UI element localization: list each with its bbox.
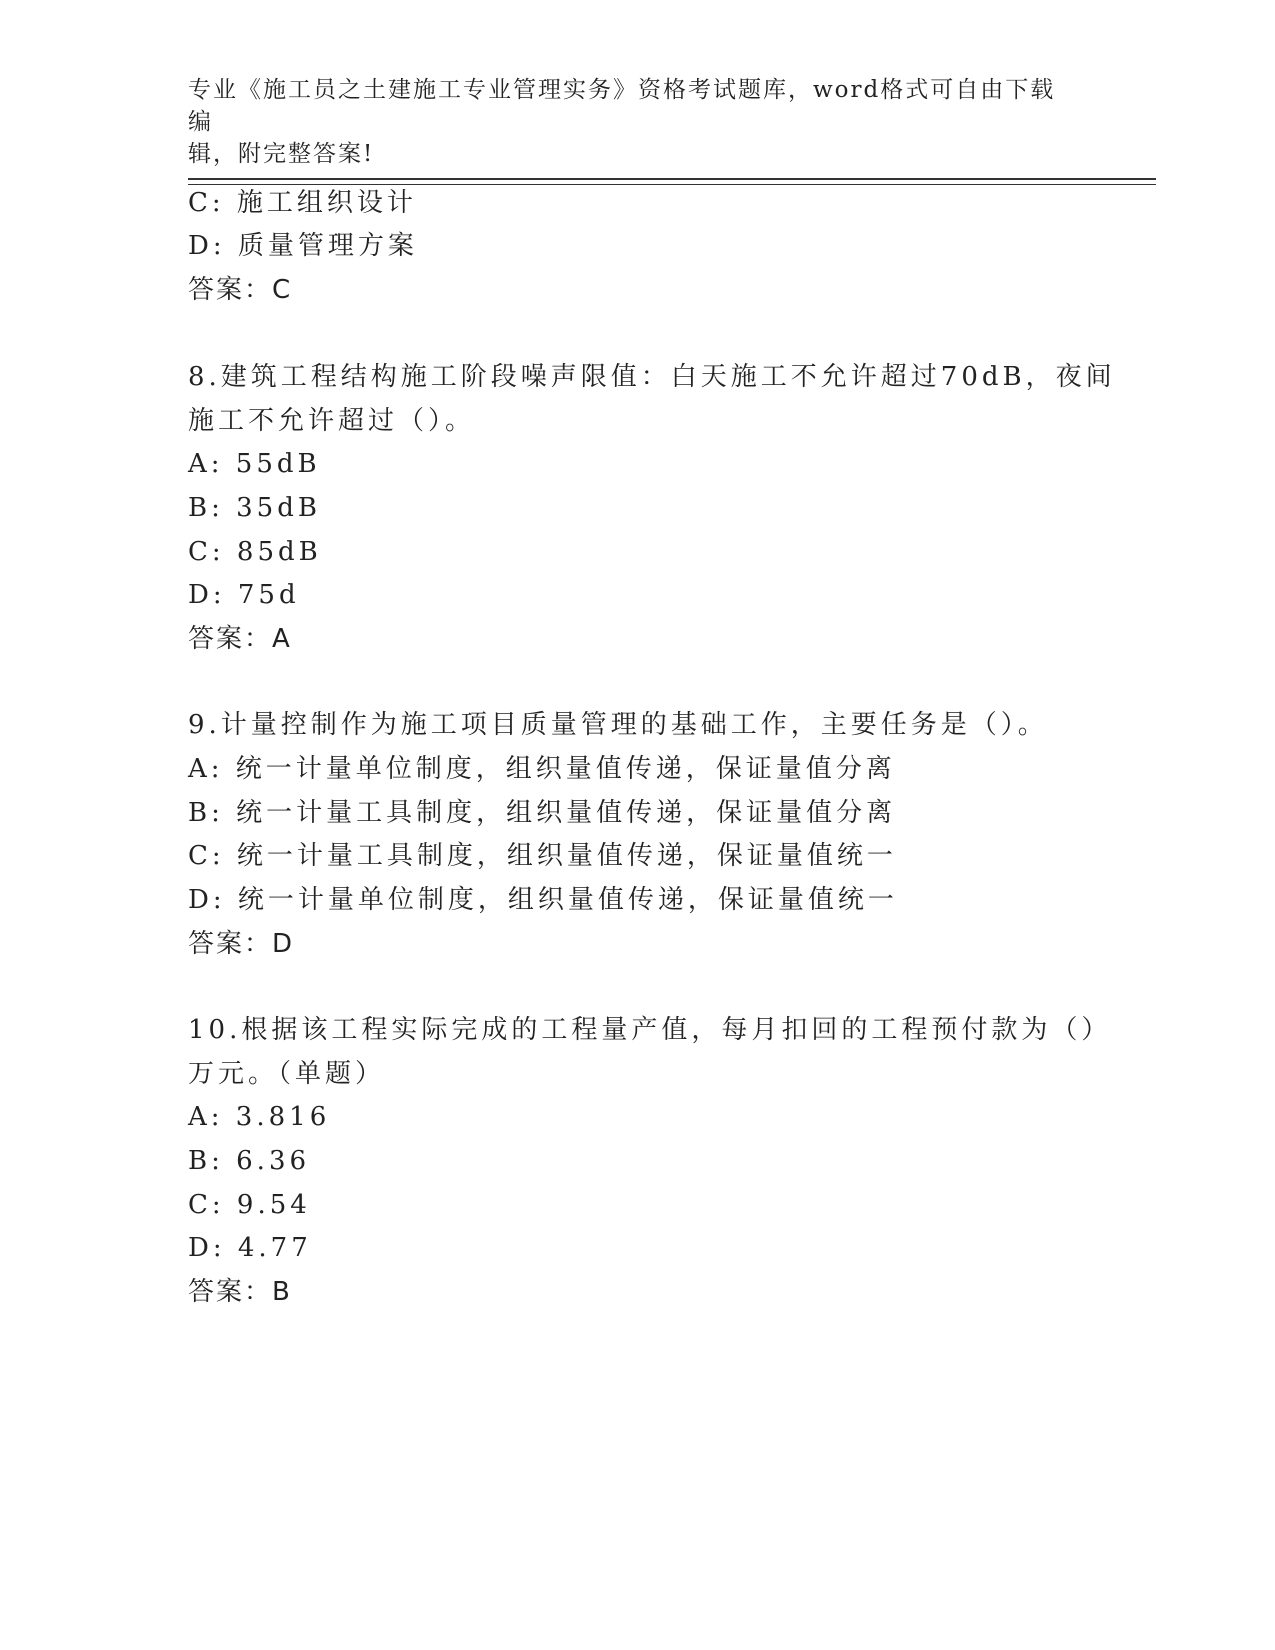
q8-option-a: A: 55dB	[188, 449, 321, 479]
q7-option-c: C: 施工组织设计	[188, 188, 417, 218]
q10-option-d: D: 4.77	[188, 1233, 312, 1263]
q9-answer: 答案：D	[188, 929, 295, 959]
q8-stem-line2: 施工不允许超过（）。	[188, 406, 476, 436]
q8-option-c: C: 85dB	[188, 537, 322, 567]
header-divider-thin	[188, 184, 1156, 185]
q9-option-b: B: 统一计量工具制度，组织量值传递，保证量值分离	[188, 798, 897, 828]
q7-answer: 答案：C	[188, 275, 293, 305]
q9-option-c: C: 统一计量工具制度，组织量值传递，保证量值统一	[188, 841, 897, 871]
q8-answer: 答案：A	[188, 624, 292, 654]
q9-option-a: A: 统一计量单位制度，组织量值传递，保证量值分离	[188, 754, 896, 784]
header-divider-thick	[188, 178, 1156, 180]
q9-option-d: D: 统一计量单位制度，组织量值传递，保证量值统一	[188, 885, 898, 915]
header-title-line1: 专业《施工员之土建施工专业管理实务》资格考试题库，word格式可自由下载编	[188, 77, 1056, 135]
q8-stem-line1: 8.建筑工程结构施工阶段噪声限值：白天施工不允许超过70dB，夜间	[188, 362, 1116, 392]
document-header	[188, 74, 1068, 170]
q10-option-c: C: 9.54	[188, 1190, 311, 1220]
q9-stem-line1: 9.计量控制作为施工项目质量管理的基础工作，主要任务是（）。	[188, 710, 1048, 740]
q10-option-a: A: 3.816	[188, 1102, 331, 1132]
q10-stem-line2: 万元。（单题）	[188, 1059, 386, 1089]
q8-option-b: B: 35dB	[188, 493, 321, 523]
q10-answer: 答案：B	[188, 1277, 292, 1307]
q8-option-d: D: 75d	[188, 580, 300, 610]
header-title-line2: 辑，附完整答案!	[188, 141, 375, 167]
q7-option-d: D: 质量管理方案	[188, 231, 418, 261]
q10-option-b: B: 6.36	[188, 1146, 311, 1176]
q10-stem-line1: 10.根据该工程实际完成的工程量产值，每月扣回的工程预付款为（）	[188, 1015, 1112, 1045]
